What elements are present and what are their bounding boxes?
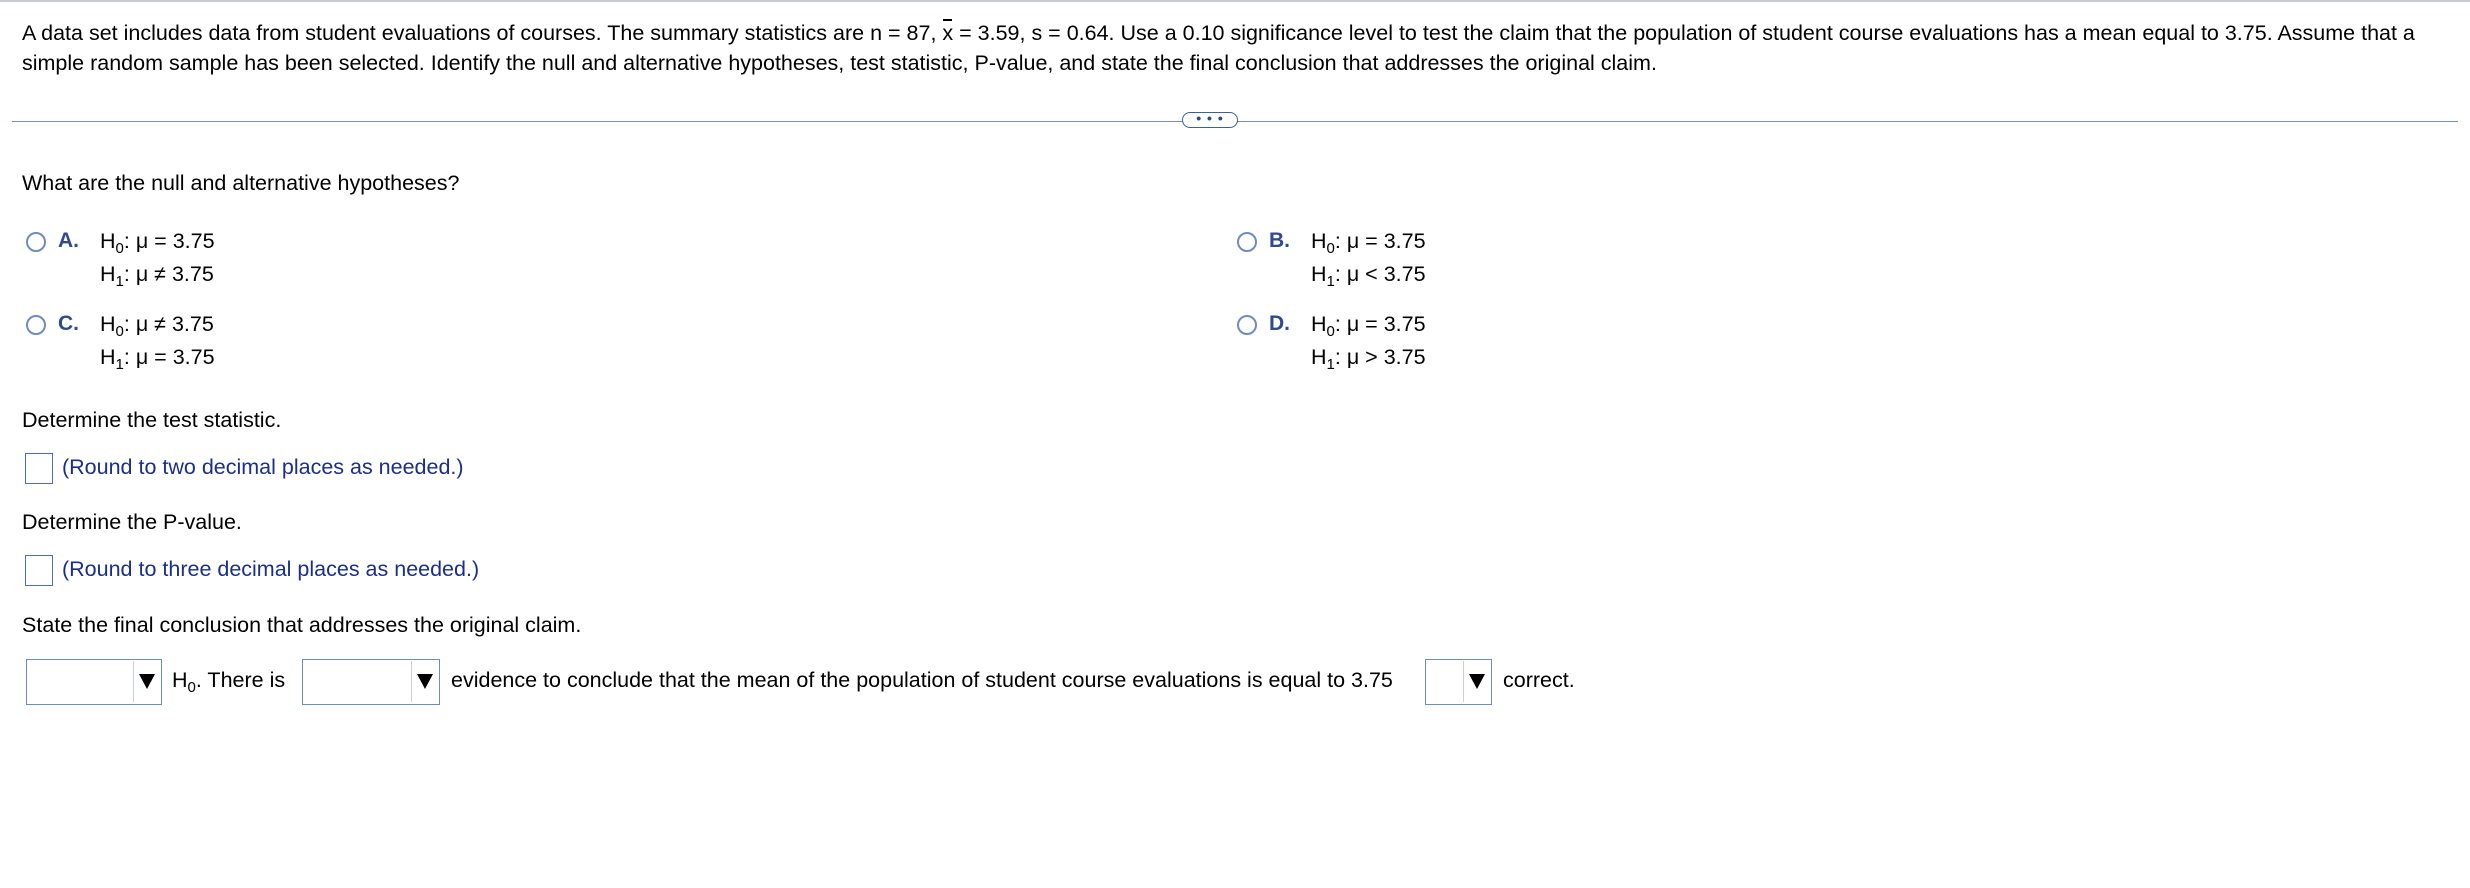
claim-dropdown[interactable]	[1425, 659, 1492, 705]
reject-decision-dropdown[interactable]	[26, 659, 162, 705]
option-c-alt: $H_1$: μ = 3.75	[100, 345, 215, 373]
option-letter: B.	[1269, 229, 1290, 252]
x-bar-symbol: x	[942, 18, 953, 48]
p-value-hint: (Round to three decimal places as needed.)	[62, 557, 480, 581]
radio-circle-icon[interactable]	[26, 315, 46, 335]
problem-text-part2: = 3.59, s = 0.64. Use a 0.10 significance level to test the claim that the population of student course evaluations has a mean equal to 3.75. Assume that a simple random sample has been selected. Identify the null and alternative hypotheses, test statistic, P-value, and state the final conclusion that addresses the original claim.	[22, 21, 2415, 75]
option-d-alt: $H_1$: μ > 3.75	[1311, 345, 1426, 373]
test-statistic-hint: (Round to two decimal places as needed.)	[62, 455, 464, 479]
p-value-input[interactable]	[25, 555, 53, 586]
conclusion-prompt: State the final conclusion that addresses the original claim.	[22, 613, 582, 637]
dropdown-button[interactable]	[411, 661, 438, 702]
option-b-alt: $H_1$: μ < 3.75	[1311, 262, 1426, 290]
radio-circle-icon[interactable]	[1237, 232, 1257, 252]
p-value-prompt: Determine the P-value.	[22, 510, 242, 534]
dropdown-button[interactable]	[133, 661, 160, 702]
problem-text-part1: A data set includes data from student evaluations of courses. The summary statistics are n = 87,	[22, 21, 943, 45]
triangle-down-icon	[139, 674, 155, 689]
top-border	[0, 0, 2470, 2]
triangle-down-icon	[417, 674, 433, 689]
option-c[interactable]	[26, 312, 626, 372]
option-c-null: $H_0$: μ ≠ 3.75	[100, 312, 214, 340]
option-a-alt: $H_1$: μ ≠ 3.75	[100, 262, 214, 290]
option-d-null: $H_0$: μ = 3.75	[1311, 312, 1426, 340]
option-a[interactable]	[26, 229, 626, 289]
conclusion-correct-text: correct.	[1503, 668, 1575, 692]
hypotheses-prompt: What are the null and alternative hypotheses?	[22, 171, 460, 195]
option-d[interactable]	[1237, 312, 1837, 372]
option-b-null: $H_0$: μ = 3.75	[1311, 229, 1426, 257]
test-statistic-prompt: Determine the test statistic.	[22, 408, 282, 432]
option-b[interactable]	[1237, 229, 1837, 289]
radio-circle-icon[interactable]	[26, 232, 46, 252]
option-a-null: $H_0$: μ = 3.75	[100, 229, 215, 257]
dropdown-button[interactable]	[1463, 661, 1490, 702]
test-statistic-input[interactable]	[25, 453, 53, 484]
option-letter: D.	[1269, 312, 1290, 335]
conclusion-h0-text: $H_0$. There is	[172, 668, 286, 696]
option-letter: A.	[58, 229, 79, 252]
evidence-dropdown[interactable]	[302, 659, 440, 705]
option-letter: C.	[58, 312, 79, 335]
triangle-down-icon	[1469, 674, 1485, 689]
problem-statement	[22, 18, 2452, 78]
radio-circle-icon[interactable]	[1237, 315, 1257, 335]
conclusion-evidence-text: evidence to conclude that the mean of the population of student course evaluations is equal to 3.75	[451, 668, 1393, 692]
more-options-button[interactable]: • • •	[1182, 112, 1238, 128]
